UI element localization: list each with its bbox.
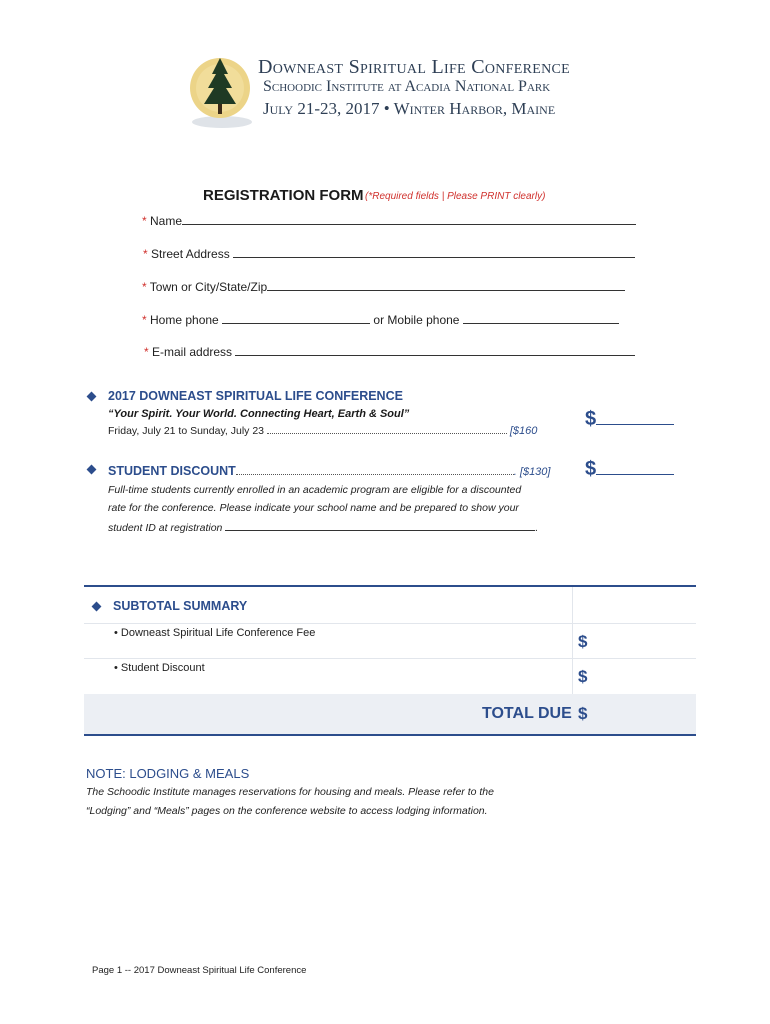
student-discount-heading: STUDENT DISCOUNT: [108, 464, 236, 478]
student-school-label: student ID at registration: [108, 522, 223, 534]
diamond-bullet-icon: [92, 602, 102, 612]
diamond-bullet-icon: [87, 392, 97, 402]
summary-item-student-discount: [114, 662, 205, 674]
conference-dates-row: [108, 424, 537, 437]
required-mark: *: [143, 247, 148, 261]
mobile-phone-label: or Mobile phone: [373, 313, 460, 327]
name-field[interactable]: [142, 213, 636, 228]
summary-item-conference-fee: [114, 627, 315, 639]
school-name-input-line[interactable]: [225, 521, 535, 531]
summary-heading: SUBTOTAL SUMMARY: [113, 599, 248, 613]
student-discount-price: . [$130]: [513, 466, 551, 478]
student-eligibility-line1: Full-time students currently enrolled in an academic program are eligible for a discounted: [108, 484, 522, 496]
conference-price: [$160: [509, 425, 538, 437]
town-input-line[interactable]: [267, 279, 625, 291]
street-address-field[interactable]: [143, 246, 635, 261]
name-input-line[interactable]: [182, 213, 636, 225]
conference-venue: Schoodic Institute at Acadia National Park: [263, 78, 551, 95]
note-line2: “Lodging” and “Meals” pages on the conference website to access lodging information.: [86, 805, 488, 817]
bullet-dot: •: [114, 627, 118, 639]
table-column-divider: [572, 587, 573, 695]
pine-tree-logo-icon: [186, 50, 258, 130]
dot-leader: [236, 465, 514, 475]
student-discount-row: [108, 462, 550, 480]
street-address-label: Street Address: [151, 247, 230, 261]
email-label: E-mail address: [152, 345, 233, 359]
conference-amount-line[interactable]: [596, 408, 674, 425]
conference-amount-field[interactable]: [585, 408, 674, 431]
note-heading: NOTE: LODGING & MEALS: [86, 766, 250, 781]
conference-title: Downeast Spiritual Life Conference: [258, 56, 570, 78]
student-amount-line[interactable]: [596, 458, 674, 475]
required-mark: *: [142, 313, 147, 327]
table-rule: [84, 623, 696, 624]
diamond-bullet-icon: [87, 465, 97, 475]
home-phone-label: Home phone: [150, 313, 219, 327]
mobile-phone-input-line[interactable]: [463, 312, 619, 324]
street-address-input-line[interactable]: [233, 246, 635, 258]
bullet-dot: •: [114, 662, 118, 674]
summary-item-label: Student Discount: [120, 662, 205, 674]
total-due-row: [84, 694, 696, 736]
dollar-sign: $: [585, 458, 597, 480]
name-label: Name: [150, 214, 183, 228]
conference-dates-location: July 21-23, 2017 • Winter Harbor, Maine: [263, 99, 556, 118]
required-mark: *: [144, 345, 149, 359]
conference-fee-amount[interactable]: $: [578, 632, 588, 651]
table-top-rule: [84, 585, 696, 587]
student-discount-amount[interactable]: $: [578, 667, 588, 686]
email-input-line[interactable]: [235, 344, 635, 356]
total-due-amount[interactable]: $: [578, 704, 588, 723]
conference-dates: Friday, July 21 to Sunday, July 23: [108, 425, 265, 437]
summary-item-label: Downeast Spiritual Life Conference Fee: [120, 627, 316, 639]
page-footer: Page 1 -- 2017 Downeast Spiritual Life Conference: [92, 965, 307, 976]
required-mark: *: [142, 280, 147, 294]
conference-tagline: “Your Spirit. Your World. Connecting Heart, Earth & Soul”: [108, 408, 410, 420]
table-rule: [84, 658, 696, 659]
email-field[interactable]: [144, 344, 635, 359]
student-amount-field[interactable]: [585, 458, 674, 481]
form-title: REGISTRATION FORM: [203, 187, 364, 204]
home-phone-input-line[interactable]: [222, 312, 370, 324]
town-label: Town or City/State/Zip: [149, 280, 268, 294]
town-field[interactable]: [142, 279, 625, 294]
student-eligibility-line2: rate for the conference. Please indicate your school name and be prepared to show your: [108, 502, 519, 514]
dollar-sign: $: [585, 408, 597, 430]
period: .: [535, 522, 539, 534]
required-mark: *: [142, 214, 147, 228]
total-due-label: TOTAL DUE: [482, 705, 572, 722]
note-line1: The Schoodic Institute manages reservations for housing and meals. Please refer to the: [86, 786, 494, 798]
student-school-field[interactable]: [108, 521, 538, 534]
dot-leader: [267, 424, 507, 434]
conference-heading: 2017 DOWNEAST SPIRITUAL LIFE CONFERENCE: [108, 389, 403, 403]
form-required-note: (*Required fields | Please PRINT clearly): [365, 191, 546, 202]
phone-field[interactable]: [142, 312, 619, 327]
